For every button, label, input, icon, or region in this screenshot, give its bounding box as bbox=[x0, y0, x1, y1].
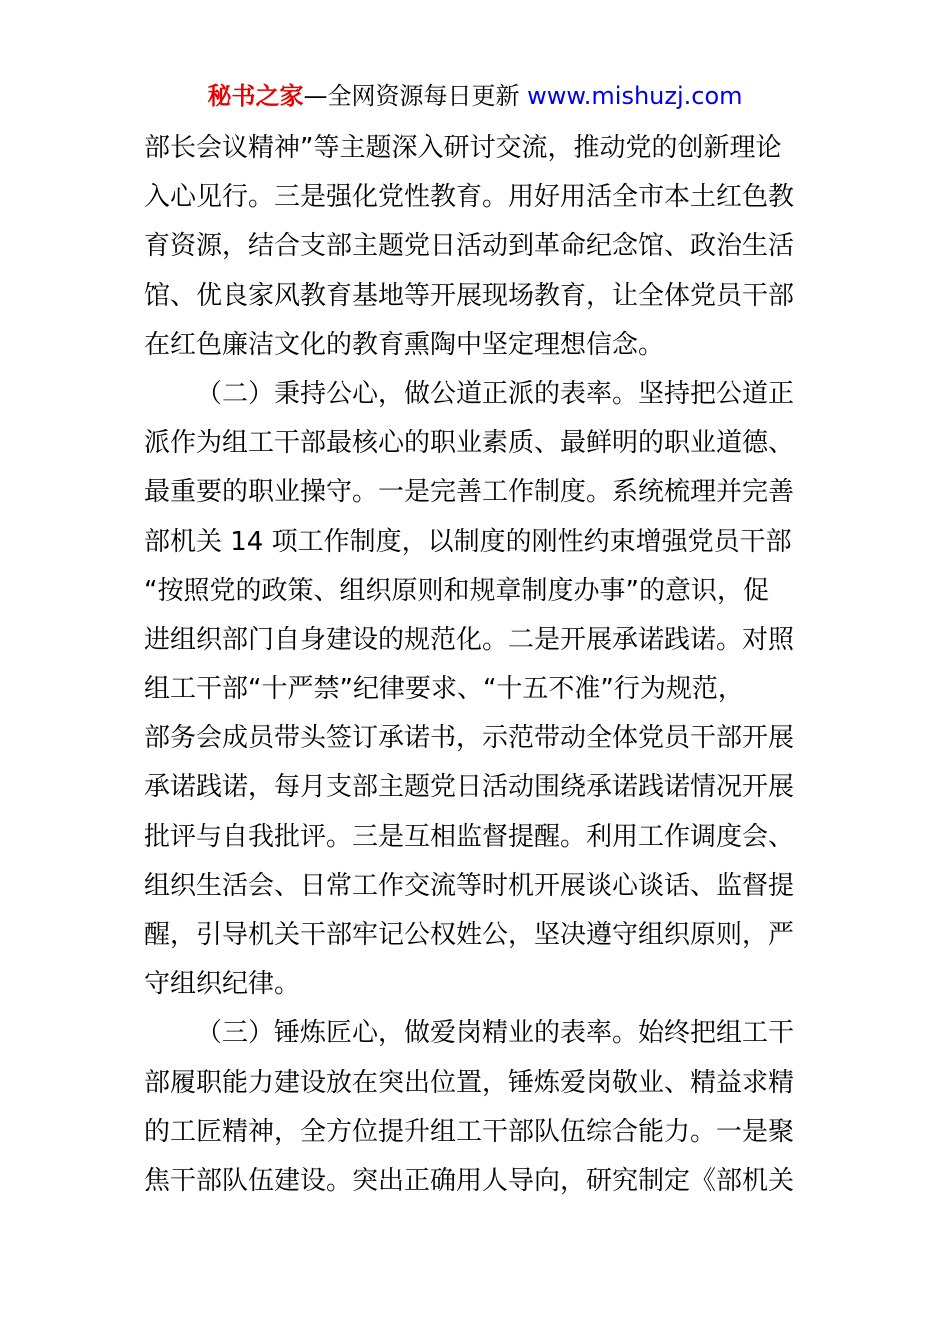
text-line: 部履职能力建设放在突出位置，锤炼爱岗敬业、精益求精 bbox=[144, 1067, 795, 1098]
page-header bbox=[0, 80, 950, 112]
text-line: 馆、优良家风教育基地等开展现场教育，让全体党员干部 bbox=[144, 280, 795, 311]
text-line: 组工干部“十严禁”纪律要求、“十五不准”行为规范， bbox=[144, 674, 744, 705]
section-heading-line: （二）秉持公心，做公道正派的表率。坚持把公道正 bbox=[196, 378, 795, 409]
brand-name: 秘书之家 bbox=[207, 82, 304, 110]
text-line: 组织生活会、日常工作交流等时机开展谈心谈话、监督提 bbox=[144, 870, 795, 901]
document-body bbox=[144, 124, 814, 1206]
text-line: 焦干部队伍建设。突出正确用人导向，研究制定《部机关 bbox=[144, 1165, 795, 1196]
text-line: 育资源，结合支部主题党日活动到革命纪念馆、政治生活 bbox=[144, 231, 795, 262]
text-line: 部务会成员带头签订承诺书，示范带动全体党员干部开展 bbox=[144, 723, 795, 754]
text-line: 承诺践诺，每月支部主题党日活动围绕承诺践诺情况开展 bbox=[144, 772, 795, 803]
text-line: 的工匠精神，全方位提升组工干部队伍综合能力。一是聚 bbox=[144, 1116, 795, 1147]
text-line: 在红色廉洁文化的教育熏陶中坚定理想信念。 bbox=[144, 329, 665, 360]
text-line: 进组织部门自身建设的规范化。二是开展承诺践诺。对照 bbox=[144, 624, 795, 655]
text-line: “按照党的政策、组织原则和规章制度办事”的意识，促 bbox=[144, 575, 769, 606]
text-line: 守组织纪律。 bbox=[144, 969, 301, 1000]
text-line: 部长会议精神”等主题深入研讨交流，推动党的创新理论 bbox=[144, 133, 782, 163]
text-line: 派作为组工干部最核心的职业素质、最鲜明的职业道德、 bbox=[144, 428, 795, 459]
text-line: 批评与自我批评。三是互相监督提醒。利用工作调度会、 bbox=[144, 821, 795, 852]
website-url[interactable]: www.mishuzj.com bbox=[527, 82, 743, 110]
section-heading-line: （三）锤炼匠心，做爱岗精业的表率。始终把组工干 bbox=[196, 1018, 795, 1049]
text-line: 最重要的职业操守。一是完善工作制度。系统梳理并完善 bbox=[144, 477, 795, 508]
text-line: 部机关 14 项工作制度，以制度的刚性约束增强党员干部 bbox=[144, 526, 792, 557]
text-line: 入心见行。三是强化党性教育。用好用活全市本土红色教 bbox=[144, 182, 795, 213]
header-tagline: —全网资源每日更新 bbox=[303, 82, 528, 110]
text-line: 醒，引导机关干部牢记公权姓公，坚决遵守组织原则，严 bbox=[144, 920, 795, 950]
